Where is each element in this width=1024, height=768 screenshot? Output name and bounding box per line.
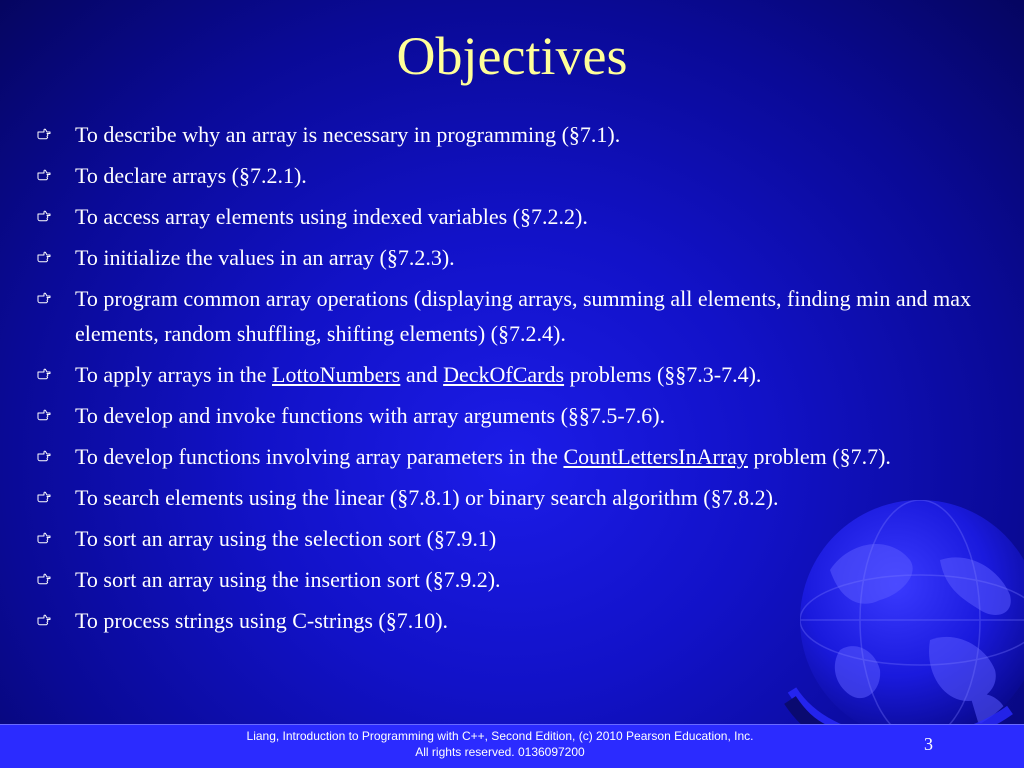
objective-item — [34, 199, 994, 234]
pointing-hand-icon — [34, 439, 56, 474]
pointing-hand-icon — [34, 199, 56, 234]
objective-item — [34, 281, 994, 351]
pointing-hand-icon — [34, 603, 56, 638]
pointing-hand-icon — [34, 562, 56, 597]
pointing-hand-icon — [34, 240, 56, 275]
objective-item — [34, 562, 994, 597]
pointing-hand-icon — [34, 357, 56, 392]
objective-item — [34, 521, 994, 556]
objective-text: To develop and invoke functions with array arguments (§§7.5-7.6). — [75, 403, 666, 428]
program-link[interactable]: DeckOfCards — [443, 362, 565, 387]
objective-text: To process strings using C-strings (§7.10). — [75, 608, 449, 633]
page-number: 3 — [924, 734, 933, 754]
footer-text — [0, 728, 1000, 760]
pointing-hand-icon — [34, 480, 56, 515]
footer-line-2: All rights reserved. 0136097200 — [415, 745, 585, 759]
objective-item — [34, 357, 994, 392]
objective-text: To initialize the values in an array (§7.2.3). — [75, 245, 455, 270]
pointing-hand-icon — [34, 158, 56, 193]
objective-item — [34, 117, 994, 152]
objective-text: To apply arrays in the — [75, 362, 273, 387]
pointing-hand-icon — [34, 117, 56, 152]
objective-text: To sort an array using the selection sort (§7.9.1) — [75, 526, 497, 551]
objective-item — [34, 439, 994, 474]
footer-line-1: Liang, Introduction to Programming with C++, Second Edition, (c) 2010 Pearson Education, Inc. — [246, 729, 754, 743]
objective-item — [34, 603, 994, 638]
objective-text: To describe why an array is necessary in programming (§7.1). — [75, 122, 621, 147]
objective-text: To develop functions involving array parameters in the — [75, 444, 564, 469]
objective-text: To declare arrays (§7.2.1). — [75, 163, 307, 188]
objective-text: To search elements using the linear (§7.8.1) or binary search algorithm (§7.8.2). — [75, 485, 779, 510]
objective-text: To access array elements using indexed variables (§7.2.2). — [75, 204, 588, 229]
slide-title: Objectives — [396, 26, 628, 86]
objective-item — [34, 158, 994, 193]
objective-text: problems (§§7.3-7.4). — [564, 362, 762, 387]
objective-item — [34, 240, 994, 275]
program-link[interactable]: LottoNumbers — [272, 362, 401, 387]
program-link[interactable]: CountLettersInArray — [563, 444, 748, 469]
pointing-hand-icon — [34, 281, 56, 316]
pointing-hand-icon — [34, 521, 56, 556]
objective-text: problem (§7.7). — [747, 444, 891, 469]
objectives-list — [34, 117, 994, 644]
objective-text: and — [400, 362, 444, 387]
objective-item — [34, 398, 994, 433]
objective-item — [34, 480, 994, 515]
pointing-hand-icon — [34, 398, 56, 433]
objective-text: To sort an array using the insertion sort (§7.9.2). — [75, 567, 501, 592]
objective-text: To program common array operations (displaying arrays, summing all elements, finding min and max elements, random shuffling, shifting elements) (§7.2.4). — [75, 286, 971, 346]
